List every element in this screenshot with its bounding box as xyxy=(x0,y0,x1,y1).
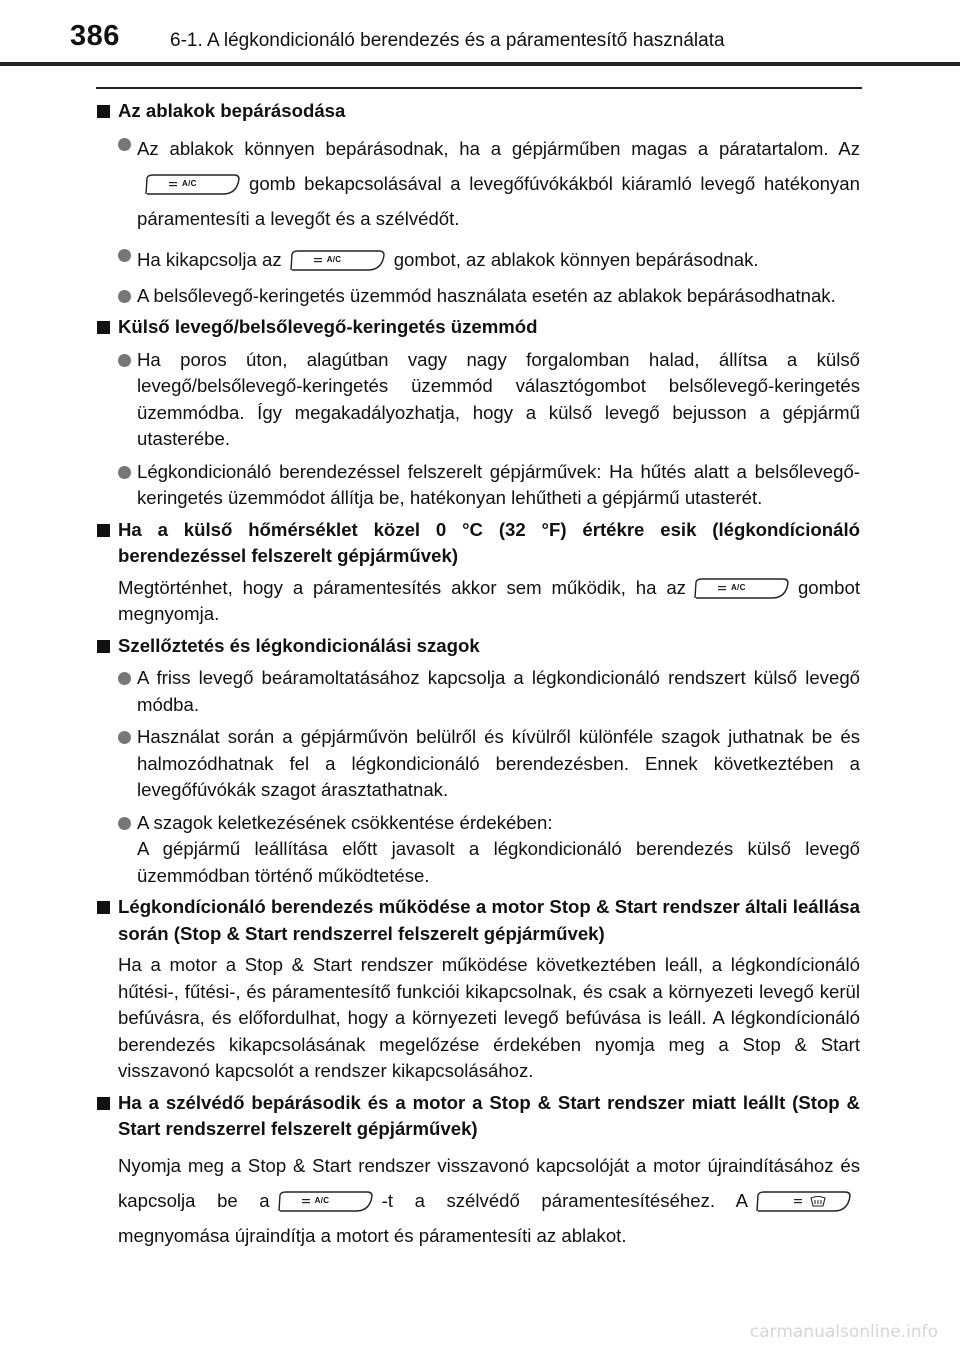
bullet-item: Légkondicionáló berendezéssel felszerelt gépjárművek: Ha hűtés alatt a belsőlevegő-keringetés üzemmódot állítja be, hatékonyan lehűtheti a gépjármű utasterét. xyxy=(96,459,860,512)
square-bullet-icon xyxy=(97,321,110,334)
page-number: 386 xyxy=(70,20,120,52)
round-bullet-icon xyxy=(118,138,131,151)
page-content xyxy=(96,93,860,1253)
bullet-item: A belsőlevegő-keringetés üzemmód használata esetén az ablakok bepárásodhatnak. xyxy=(96,283,860,310)
section-heading: Légkondícionáló berendezés működése a motor Stop & Start rendszer általi leállása során (Stop & Start rendszerrel felszerelt gépjárművek) xyxy=(96,894,860,947)
section-paragraph: Megtörténhet, hogy a páramentesítés akkor sem működik, ha az A/C gombot megnyomja. xyxy=(118,576,860,624)
section-heading: Ha a szélvédő bepárásodik és a motor a Stop & Start rendszer miatt leállt (Stop & Start rendszerrel felszerelt gépjárművek) xyxy=(96,1090,860,1143)
section-heading: Ha a külső hőmérséklet közel 0 °C (32 °F) értékre esik (légkondícionáló berendezéssel felszerelt gépjárművek) xyxy=(96,517,860,570)
bullet-item: Használat során a gépjárművön belülről és kívülről különféle szagok juthatnak be és halmozódhatnak fel a légkondicionáló berendezésben. Ennek következtében a levegőfúvókák szagot árasztathatnak. xyxy=(96,724,860,804)
bullet-item: Ha poros úton, alagútban vagy nagy forgalomban halad, állítsa a külső levegő/belsőlevegő-keringetés üzemmód választógombot belsőlevegő-keringetés üzemmódba. Így megakadályozhatja, hogy a külső levegő bejusson a gépjármű utasterébe. xyxy=(96,347,860,453)
watermark: carmanualsonline.info xyxy=(749,1322,938,1342)
ac-button-icon: A/C xyxy=(145,174,241,196)
square-bullet-icon xyxy=(97,901,110,914)
section-heading: Külső levegő/belsőlevegő-keringetés üzemmód xyxy=(96,314,860,341)
round-bullet-icon xyxy=(118,354,131,367)
page-header xyxy=(0,0,960,78)
round-bullet-icon xyxy=(118,672,131,685)
ac-button-icon: A/C xyxy=(278,1191,374,1213)
section-heading: Az ablakok bepárásodása xyxy=(96,98,860,125)
square-bullet-icon xyxy=(97,524,110,537)
header-rule xyxy=(0,62,960,66)
square-bullet-icon xyxy=(97,640,110,653)
ac-button-icon: A/C xyxy=(290,250,386,272)
round-bullet-icon xyxy=(118,466,131,479)
round-bullet-icon xyxy=(118,290,131,303)
bullet-item: A szagok keletkezésének csökkentése érdekében: A gépjármű leállítása előtt javasolt a légkondicionáló berendezés külső levegő üzemmódban történő működtetése. xyxy=(96,810,860,890)
ac-button-icon: A/C xyxy=(694,578,790,600)
section-paragraph: Nyomja meg a Stop & Start rendszer visszavonó kapcsolóját a motor újraindításához és kapcsolja be a A/C -t a szélvédő páramentesítéséhez. A megnyomása újraindítja a motort és páramentesíti az ablakot. xyxy=(118,1154,860,1246)
round-bullet-icon xyxy=(118,817,131,830)
bullet-item: Ha kikapcsolja az A/C gombot, az ablakok könnyen bepárásodnak. xyxy=(96,242,860,277)
round-bullet-icon xyxy=(118,249,131,262)
section-paragraph: Ha a motor a Stop & Start rendszer működése következtében leáll, a légkondícionáló hűtési-, fűtési-, és páramentesítő funkciói kikapcsolnak, és csak a környezeti levegő kerül befúvásra, és előfordulhat, hogy a környezeti levegő befúvása is leáll. A légkondícionáló berendezés kikapcsolásának megelőzése érdekében nyomja meg a Stop & Start visszavonó kapcsolót a rendszer kikapcsolásához. xyxy=(118,954,860,1081)
section-heading: Szellőztetés és légkondicionálási szagok xyxy=(96,633,860,660)
square-bullet-icon xyxy=(97,105,110,118)
bullet-item: Az ablakok könnyen bepárásodnak, ha a gépjárműben magas a páratartalom. Az A/C gomb bekapcsolásával a levegőfúvókákból kiáramló levegő hatékonyan páramentesíti a levegőt és a szélvédőt. xyxy=(96,131,860,236)
bullet-item: A friss levegő beáramoltatásához kapcsolja a légkondicionáló rendszert külső levegő módba. xyxy=(96,665,860,718)
square-bullet-icon xyxy=(97,1097,110,1110)
chapter-title: 6-1. A légkondicionáló berendezés és a páramentesítő használata xyxy=(170,30,725,51)
section-rule xyxy=(96,87,862,89)
defroster-button-icon xyxy=(756,1191,852,1213)
round-bullet-icon xyxy=(118,731,131,744)
